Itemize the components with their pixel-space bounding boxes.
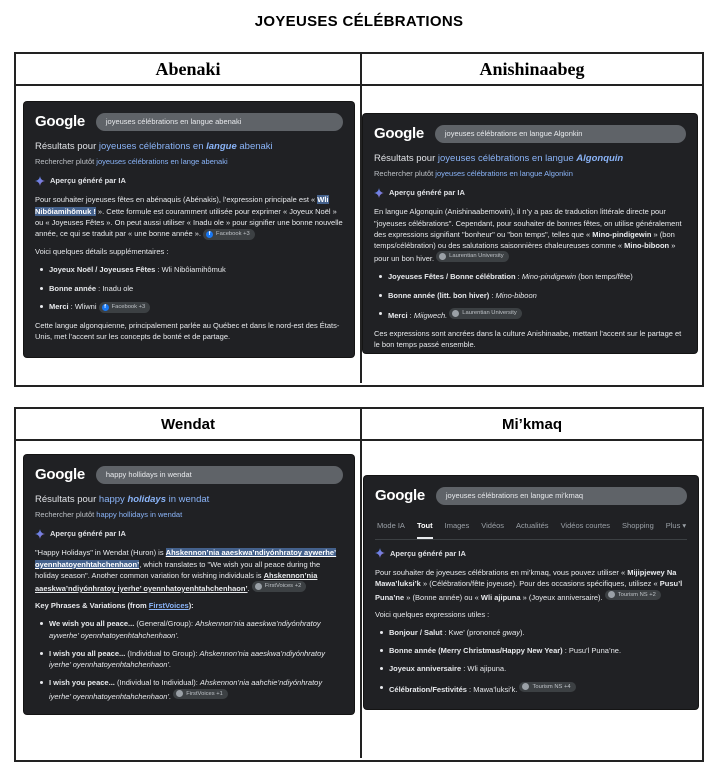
header-mikmaq: Mi’kmaq — [501, 415, 562, 433]
list-item-text — [388, 271, 686, 282]
bullet-dot — [380, 667, 383, 670]
ai-sparkle-icon — [375, 548, 385, 558]
text-segment: (bon temps/fête) — [576, 272, 633, 282]
text-segment: Merci — [49, 301, 69, 311]
citation-chip[interactable] — [436, 251, 508, 262]
cell-mikmaq — [362, 441, 702, 758]
bullet-dot — [40, 681, 43, 684]
list-item — [380, 663, 687, 674]
text-segment: Célébration/Festivités — [389, 684, 467, 694]
list-item — [380, 645, 687, 656]
link-text[interactable]: FirstVoices — [148, 601, 189, 611]
ai-overview-row — [375, 548, 687, 559]
list-item — [379, 308, 686, 321]
bullet-dot — [380, 649, 383, 652]
citation-chip[interactable] — [173, 689, 228, 700]
ai-overview-label: Aperçu généré par IA — [50, 176, 126, 185]
table-bottom-content-row — [16, 441, 702, 758]
ai-overview-label: Aperçu généré par IA — [50, 529, 126, 538]
citation-chip[interactable] — [605, 590, 661, 601]
list-item — [40, 283, 343, 294]
chip-label: Laurentian University — [449, 253, 504, 260]
text-segment: : Inadu ole — [96, 283, 134, 293]
text-segment: : Pusu’l Puna’ne. — [562, 646, 622, 656]
tab-mode-ia[interactable]: Mode IA — [377, 520, 405, 530]
cell-abenaki — [16, 86, 362, 383]
text-segment: Ces expressions sont ancrées dans la culture Anishinaabe, mettant l’accent sur le partage et le bon temps passé ensemble. — [374, 328, 682, 350]
tab-vid-os-courtes[interactable]: Vidéos courtes — [560, 520, 611, 530]
text-segment: (Individual to Group): — [125, 648, 200, 658]
google-logo: Google — [374, 125, 424, 142]
text-segment: Résultats pour — [35, 140, 99, 152]
tab-images[interactable]: Images — [444, 520, 470, 530]
text-segment: : Wli ajipuna. — [461, 664, 507, 674]
serp-screenshot-anishinaabeg — [363, 114, 697, 353]
link-text[interactable]: joyeuses célébrations en langue Algonkin — [435, 168, 573, 178]
text-segment: Cette langue algonquienne, principalement parlée au Québec et dans le nord-est des États-Unis, met l’accent sur les concepts de bonté et de partage. — [35, 320, 340, 342]
text-segment: Résultats pour — [374, 152, 438, 164]
list-item-text — [49, 618, 343, 641]
text-segment: Ahskennon’nia aahchie’ndiyónhratoy iyerhe’ oyennhatoyenhtahchenhaon’. — [49, 678, 323, 701]
text-segment: : — [407, 310, 414, 320]
text-segment: Rechercher plutôt — [35, 156, 97, 166]
paragraph — [35, 194, 343, 240]
text-segment: Mino-biboon — [495, 290, 537, 300]
table-top — [14, 52, 704, 387]
citation-chip[interactable] — [519, 682, 575, 693]
bullet-dot — [380, 631, 383, 634]
ai-sparkle-icon — [35, 529, 45, 539]
tab-shopping[interactable]: Shopping — [622, 520, 654, 530]
cell-wendat — [16, 441, 362, 758]
chip-label: FirstVoices +2 — [264, 583, 302, 589]
list-item-text — [49, 301, 343, 313]
source-icon — [439, 253, 446, 260]
ai-overview-row — [35, 175, 343, 186]
citation-chip[interactable] — [99, 302, 151, 313]
link-text[interactable]: holidays — [127, 493, 166, 505]
text-segment: : — [515, 272, 522, 282]
text-segment: Pour souhaiter de joyeuses célébrations en mi’kmaq, vous pouvez utiliser « — [375, 568, 628, 577]
text-segment: » (Bonne année) ou « — [404, 592, 481, 602]
text-segment: Joyeux anniversaire — [389, 664, 462, 674]
text-segment: » (Célébration/fête joyeuse). Pour des occasions spécifiques, utilisez « — [420, 579, 660, 589]
results-for-line — [374, 152, 686, 166]
list-item — [40, 264, 343, 275]
paragraph — [374, 206, 686, 264]
source-icon — [176, 690, 183, 697]
search-input[interactable]: joyeuses célébrations en langue Algonkin — [435, 125, 686, 143]
text-segment: Wli ajipuna — [480, 592, 521, 602]
search-instead-line — [35, 509, 343, 520]
source-icon — [608, 591, 615, 598]
link-text[interactable]: happy hollidays in wendat — [96, 509, 183, 519]
text-segment: ): — [188, 601, 194, 611]
text-segment: » (Joyeux anniversaire). — [520, 592, 605, 602]
text-segment: Miigwech. — [413, 310, 448, 320]
text-segment: Ahskennon’nia aaeskwa’ndiyónhratoy iyerhe’ oyennhatoyenhtahchenhaon’. — [49, 648, 325, 670]
link-text[interactable]: joyeuses célébrations en lange abenaki — [96, 156, 228, 166]
paragraph — [375, 567, 687, 603]
serp-header — [375, 485, 687, 508]
page-title: JOYEUSES CÉLÉBRATIONS — [254, 13, 464, 30]
link-text[interactable]: langue — [206, 140, 237, 152]
google-logo: Google — [35, 113, 85, 130]
list-item-text — [49, 264, 343, 275]
source-icon — [522, 683, 529, 690]
text-segment: Mino-pindigewin — [592, 229, 652, 239]
search-input[interactable]: joyeuses célébrations en langue mi’kmaq — [436, 487, 687, 505]
list-item — [379, 271, 686, 282]
table-top-header-row — [16, 54, 702, 86]
list-item — [40, 648, 343, 671]
header-wendat: Wendat — [16, 409, 362, 439]
text-segment: Résultats pour — [35, 493, 99, 505]
paragraph — [35, 320, 343, 343]
bullet-dot — [40, 268, 43, 271]
serp-screenshot-wendat — [24, 455, 354, 714]
serp-tab-bar — [375, 514, 687, 540]
text-segment: We wish you all peace... — [49, 619, 135, 629]
text-segment: Pusu’l Puna’ne — [375, 579, 683, 602]
text-segment: Bonne année (litt. bon hiver) — [388, 290, 490, 300]
tab-plus-[interactable]: Plus ▾ — [665, 520, 687, 530]
list-item — [380, 627, 687, 638]
text-segment: . — [247, 583, 252, 593]
tab-tout[interactable]: Tout — [417, 520, 433, 539]
list-item-text — [388, 308, 686, 321]
text-segment: Wli Nibôiamihômuk ! — [35, 195, 329, 216]
bullet-dot — [379, 275, 382, 278]
bullet-dot — [380, 686, 383, 689]
text-segment: » (bon temps/célébration) ou des salutations saisonnières chaleureuses comme « — [374, 229, 675, 250]
list-item-text — [388, 290, 686, 301]
text-segment: Joyeux Noël / Joyeuses Fêtes — [49, 265, 156, 275]
serp-screenshot-abenaki — [24, 102, 354, 357]
text-segment: (Individual to Individual): — [114, 678, 200, 688]
ai-sparkle-icon — [35, 176, 45, 186]
list-item — [380, 682, 687, 695]
text-segment: Bonne année — [49, 283, 97, 293]
chip-label: Laurentian University — [462, 309, 517, 316]
chip-label: Facebook +3 — [111, 304, 146, 311]
cell-anishinaabeg — [362, 86, 702, 383]
ai-sparkle-icon — [374, 188, 384, 198]
text-segment: Voici quelques expressions utiles : — [375, 609, 490, 619]
chip-label: Tourism NS +4 — [532, 683, 571, 690]
text-segment: , which translates to "We wish you all peace during the holiday season". Another common variation for wishing individuals is — [35, 559, 321, 580]
paragraph — [35, 600, 343, 611]
bullet-dot — [40, 287, 43, 290]
serp-header — [374, 123, 686, 146]
text-segment: Ahskennon’nia aaeskwa’ndiyónhratoy aywerhe’ oyennhatoyenhtahchenhaon’. — [49, 619, 321, 640]
paragraph — [374, 328, 686, 351]
search-instead-line — [374, 168, 686, 179]
text-segment: : — [489, 290, 496, 300]
link-text[interactable]: joyeuses célébrations en langue — [437, 152, 577, 164]
text-segment: I wish you peace... — [49, 678, 115, 688]
text-segment: I wish you all peace... — [49, 648, 126, 658]
source-icon — [452, 310, 459, 317]
text-segment: Ahskennon’nia aaeskwa’ndiyónhratoy iyerhe’ oyennhatoyenhtahchenhaon’ — [35, 570, 318, 593]
bullet-dot — [379, 312, 382, 315]
citation-chip[interactable] — [203, 229, 255, 240]
search-input[interactable]: happy hollidays in wendat — [96, 466, 343, 484]
text-segment: ). — [520, 627, 525, 637]
link-text[interactable]: abenaki — [236, 140, 273, 152]
serp-header — [35, 111, 343, 134]
text-segment: En langue Algonquin (Anishinaabemowin), il n’y a pas de traduction littérale directe pour "joyeuses célébrations". Cependant, pour souhaiter de bonnes fêtes, on utilise généralement des expressions signifiant "bonheur" ou "bon temps", telles que « — [374, 207, 682, 239]
link-text[interactable]: joyeuses célébrations en — [98, 140, 207, 152]
list-item — [40, 677, 343, 701]
list-item-text — [49, 677, 343, 701]
citation-chip[interactable] — [449, 308, 521, 319]
list-item-text — [49, 283, 343, 294]
table-top-content-row — [16, 86, 702, 383]
text-segment: Merci — [388, 310, 408, 320]
paragraph — [35, 547, 343, 594]
text-segment: "Happy Holidays" in Wendat (Huron) is — [35, 548, 166, 558]
google-logo: Google — [35, 466, 85, 483]
ai-overview-row — [374, 187, 686, 198]
list-item-text — [389, 645, 687, 656]
list-item — [40, 301, 343, 313]
chip-label: FirstVoices +1 — [186, 690, 223, 697]
table-bottom-header-row — [16, 409, 702, 441]
header-abenaki: Abenaki — [16, 54, 362, 84]
chip-label: Tourism NS +2 — [617, 591, 656, 598]
facebook-icon: f — [102, 304, 109, 311]
google-logo: Google — [375, 487, 425, 504]
paragraph — [375, 609, 687, 620]
text-segment: Pour souhaiter joyeuses fêtes en abénaquis (Abénakis), l’expression principale est « — [35, 195, 318, 205]
ai-overview-row — [35, 528, 343, 539]
list-item-text — [49, 648, 343, 671]
results-for-line — [35, 140, 343, 154]
text-segment: Key Phrases & Variations (from — [35, 601, 149, 611]
ai-overview-label: Aperçu généré par IA — [390, 548, 466, 558]
bullet-dot — [40, 652, 43, 655]
header-anishinaabeg: Anishinaabeg — [479, 58, 585, 79]
text-segment: Voici quelques détails supplémentaires : — [35, 247, 169, 257]
text-segment: : Wli Nibôiamihômuk — [155, 265, 226, 275]
text-segment: (General/Group): — [134, 619, 196, 629]
text-segment: gway — [502, 627, 521, 637]
search-instead-line — [35, 156, 343, 167]
table-bottom — [14, 407, 704, 762]
text-segment: : Wliwni — [68, 301, 99, 311]
text-segment: Ahskennon’nia aaeskwa’ndiyónhratoy aywerhe’ oyennhatoyenhtahchenhaon’ — [35, 548, 337, 569]
text-segment: Bonne année (Merry Christmas/Happy New Year) — [389, 646, 563, 656]
text-segment: Joyeuses Fêtes / Bonne célébration — [388, 272, 516, 282]
citation-chip[interactable] — [252, 581, 307, 592]
paragraph — [35, 246, 343, 257]
ai-overview-label: Aperçu généré par IA — [389, 188, 465, 197]
text-segment: » pour un bon hiver. — [374, 241, 676, 264]
text-segment: Bonjour / Salut — [389, 627, 443, 637]
chip-label: Facebook +3 — [216, 231, 250, 238]
search-input[interactable]: joyeuses célébrations en langue abenaki — [96, 113, 343, 131]
link-text[interactable]: Algonquin — [576, 152, 624, 164]
source-icon — [255, 583, 262, 590]
text-segment: Rechercher plutôt — [35, 509, 97, 519]
facebook-icon: f — [206, 231, 213, 238]
bullet-dot — [379, 294, 382, 297]
bullet-dot — [40, 622, 43, 625]
tab-vid-os[interactable]: Vidéos — [481, 520, 505, 530]
bullet-dot — [40, 305, 43, 308]
text-segment: Mino-pindigewin — [521, 272, 577, 282]
list-item-text — [389, 663, 687, 674]
text-segment: Rechercher plutôt — [374, 168, 436, 178]
list-item — [40, 618, 343, 641]
list-item — [379, 290, 686, 301]
text-segment: Mijipjewey Na Mawa’luksi’k — [375, 568, 677, 589]
list-item-text — [389, 682, 687, 695]
tab-actualit-s[interactable]: Actualités — [516, 520, 549, 530]
results-for-line — [35, 493, 343, 507]
text-segment: Mino-biboon — [624, 241, 670, 250]
list-item-text — [389, 627, 687, 638]
text-segment: : Mawa’luksi’k. — [466, 684, 520, 694]
text-segment: : Kwe’ (prononcé — [442, 627, 503, 637]
serp-header — [35, 464, 343, 487]
text-segment: ». Cette formule est couramment utilisée pour exprimer « Joyeux Noël » ou « Joyeuses Fêtes ». On peut aussi utiliser « Inadu ole » pour signifier une bonne nouvelle année, ce qui se traduit par « une bonne année ». — [35, 206, 343, 238]
link-text[interactable]: happy — [98, 493, 128, 505]
serp-screenshot-mikmaq — [364, 476, 698, 709]
link-text[interactable]: in wendat — [165, 493, 210, 505]
